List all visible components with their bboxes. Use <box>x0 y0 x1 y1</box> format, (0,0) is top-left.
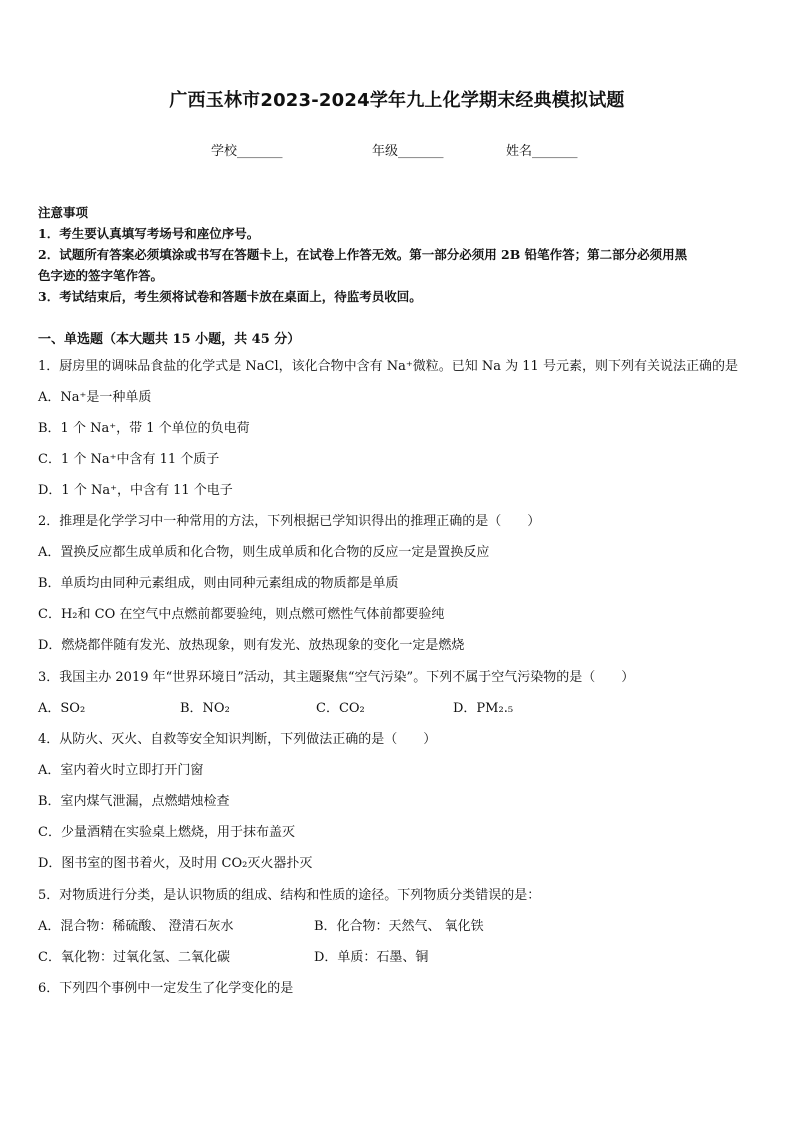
question-3-stem: 3．我国主办 2019 年“世界环境日”活动，其主题聚焦“空气污染”。下列不属于空气污染物的是（ ） <box>38 670 635 685</box>
question-1-stem: 1．厨房里的调味品食盐的化学式是 NaCl，该化合物中含有 Na⁺微粒。已知 Na 为 11 号元素，则下列有关说法正确的是 <box>38 359 738 374</box>
notes-heading: 注意事项 <box>38 205 89 220</box>
question-1-option-b: B．1 个 Na⁺，带 1 个单位的负电荷 <box>38 421 250 436</box>
question-3-option-b: B．NO₂ <box>180 701 230 716</box>
school-field: 学校_______ <box>211 144 283 159</box>
question-4-option-d: D．图书室的图书着火，及时用 CO₂灭火器扑灭 <box>38 856 313 871</box>
question-5-option-c: C．氧化物：过氧化氢、二氧化碳 <box>38 950 230 965</box>
notes-item-3: 3．考试结束后，考生须将试卷和答题卡放在桌面上，待监考员收回。 <box>38 289 422 304</box>
notes-item-2-cont: 色字迹的签字笔作答。 <box>38 268 164 283</box>
question-3-option-d: D．PM₂.₅ <box>453 701 514 716</box>
page-title: 广西玉林市2023-2024学年九上化学期末经典模拟试题 <box>169 90 625 111</box>
question-1-option-c: C．1 个 Na⁺中含有 11 个质子 <box>38 452 220 467</box>
question-5-option-a: A．混合物：稀硫酸、 澄清石灰水 <box>38 919 234 934</box>
question-3-option-c: C．CO₂ <box>316 701 365 716</box>
question-3-option-a: A．SO₂ <box>38 701 86 716</box>
question-6-stem: 6．下列四个事例中一定发生了化学变化的是 <box>38 981 294 996</box>
question-2-option-d: D．燃烧都伴随有发光、放热现象，则有发光、放热现象的变化一定是燃烧 <box>38 638 465 653</box>
question-2-option-c: C．H₂和 CO 在空气中点燃前都要验纯，则点燃可燃性气体前都要验纯 <box>38 607 445 622</box>
section-heading: 一、单选题（本大题共 15 小题，共 45 分） <box>38 332 301 347</box>
question-2-option-b: B．单质均由同种元素组成，则由同种元素组成的物质都是单质 <box>38 576 399 591</box>
question-1-option-d: D．1 个 Na⁺，中含有 11 个电子 <box>38 483 233 498</box>
question-4-option-b: B．室内煤气泄漏，点燃蜡烛检查 <box>38 794 230 809</box>
question-4-option-c: C．少量酒精在实验桌上燃烧，用于抹布盖灭 <box>38 825 295 840</box>
grade-field: 年级_______ <box>372 144 444 159</box>
question-5-option-b: B．化合物：天然气、 氧化铁 <box>314 919 484 934</box>
question-5-option-d: D．单质：石墨、铜 <box>314 950 429 965</box>
question-2-option-a: A．置换反应都生成单质和化合物，则生成单质和化合物的反应一定是置换反应 <box>38 545 490 560</box>
notes-item-1: 1．考生要认真填写考场号和座位序号。 <box>38 226 260 241</box>
notes-item-2: 2．试题所有答案必须填涂或书写在答题卡上，在试卷上作答无效。第一部分必须用 2B 铅笔作答；第二部分必须用黑 <box>38 247 688 262</box>
question-5-stem: 5．对物质进行分类，是认识物质的组成、结构和性质的途径。下列物质分类错误的是： <box>38 888 541 903</box>
name-field: 姓名_______ <box>506 144 578 159</box>
question-4-option-a: A．室内着火时立即打开门窗 <box>38 763 204 778</box>
question-4-stem: 4．从防火、灭火、自救等安全知识判断，下列做法正确的是（ ） <box>38 732 437 747</box>
question-1-option-a: A．Na⁺是一种单质 <box>38 390 152 405</box>
question-2-stem: 2．推理是化学学习中一种常用的方法，下列根据已学知识得出的推理正确的是（ ） <box>38 514 541 529</box>
